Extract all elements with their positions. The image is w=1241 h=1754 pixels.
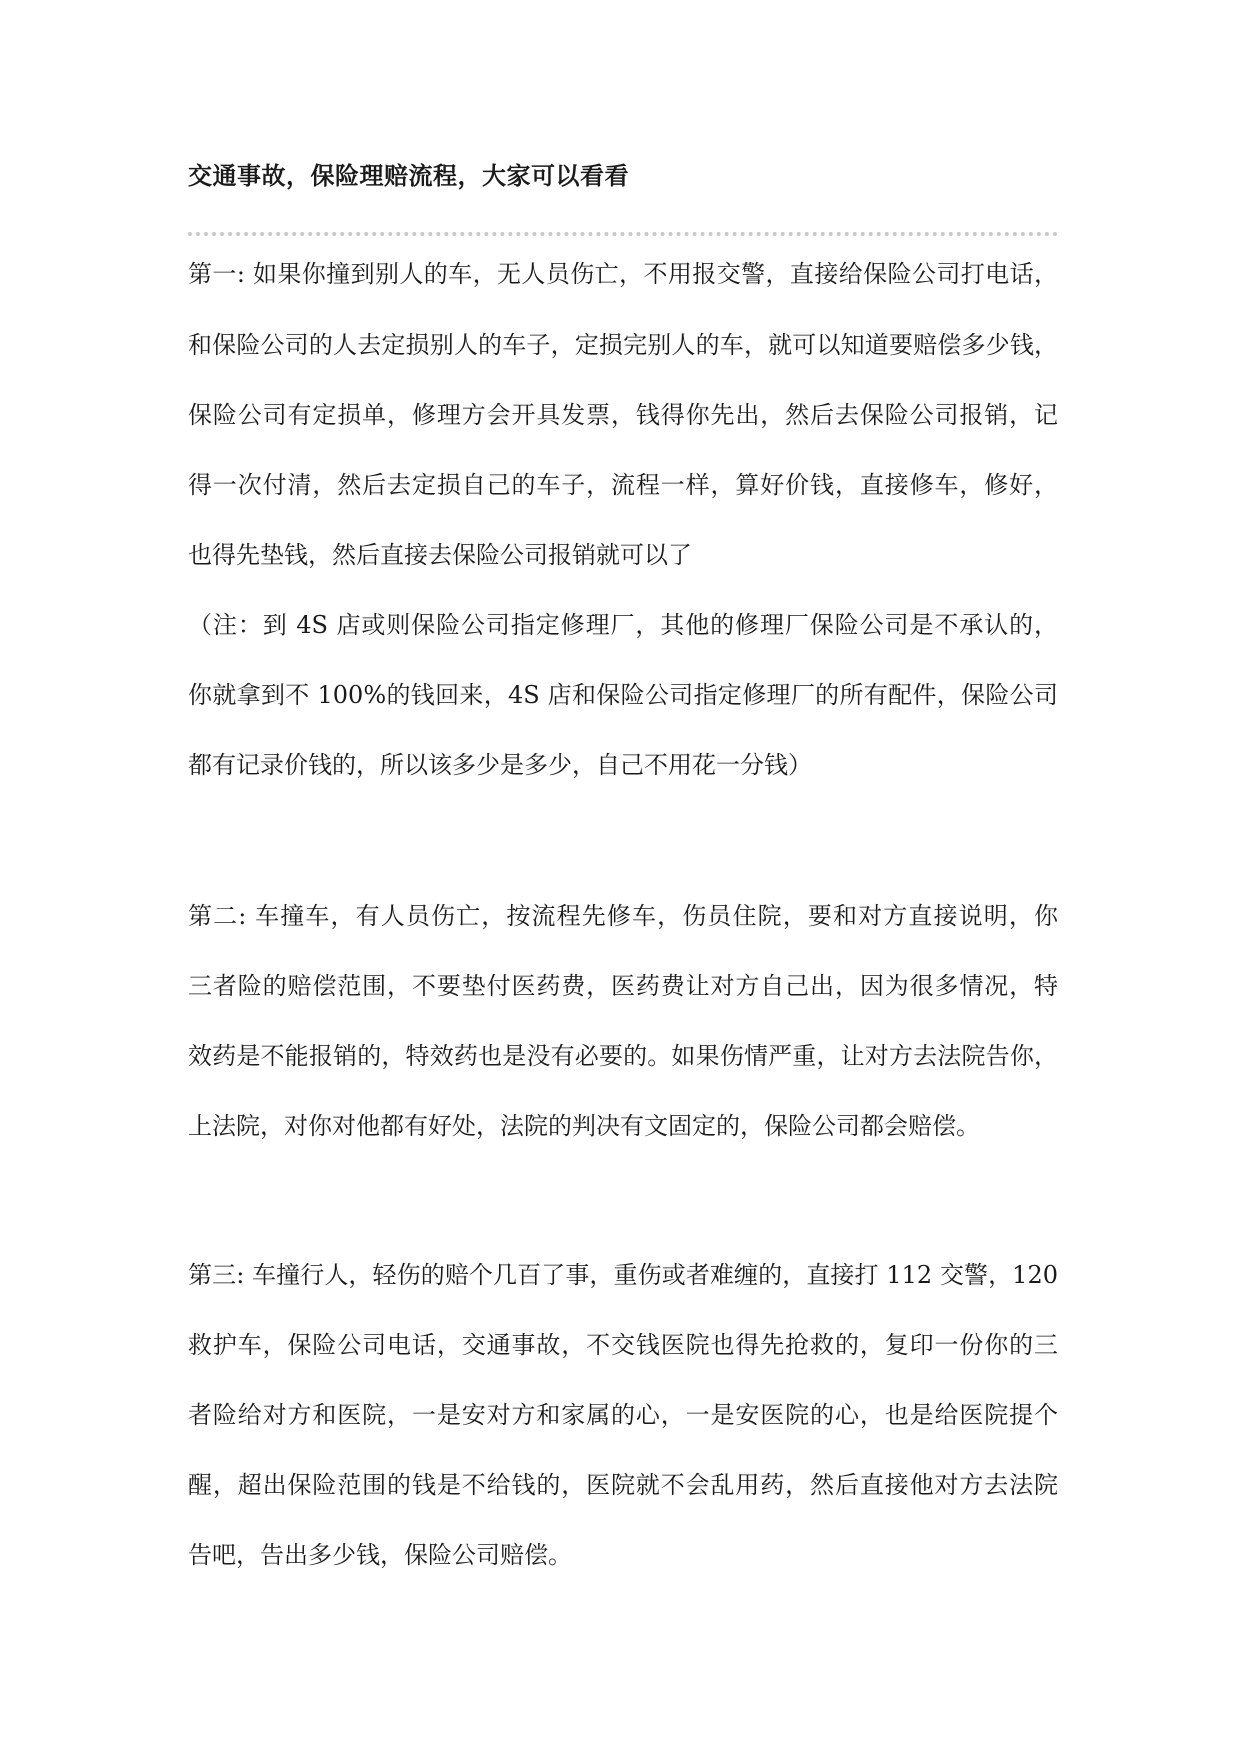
dotted-divider: [188, 232, 1058, 236]
note-line-1: （注：到 4S 店或则保险公司指定修理厂，其他的修理厂保险公司是不承认的，: [188, 611, 1058, 639]
section-1-line-3: 保险公司有定损单，修理方会开具发票，钱得你先出，然后去保险公司报销，记: [188, 401, 1058, 429]
section-3-line-4: 醒，超出保险范围的钱是不给钱的，医院就不会乱用药，然后直接他对方去法院: [188, 1471, 1058, 1499]
section-1-line-2: 和保险公司的人去定损别人的车子，定损完别人的车，就可以知道要赔偿多少钱，: [188, 331, 1058, 359]
note-line-3: 都有记录价钱的，所以该多少是多少，自己不用花一分钱）: [188, 751, 812, 779]
section-3-line-5: 告吧，告出多少钱，保险公司赔偿。: [188, 1541, 572, 1569]
section-2-line-3: 效药是不能报销的，特效药也是没有必要的。如果伤情严重，让对方去法院告你，: [188, 1042, 1058, 1070]
section-1-line-4: 得一次付清，然后去定损自己的车子，流程一样，算好价钱，直接修车，修好，: [188, 471, 1058, 499]
section-2-line-1: 第二: 车撞车，有人员伤亡，按流程先修车，伤员住院，要和对方直接说明，你: [188, 902, 1058, 930]
section-3-line-2: 救护车，保险公司电话，交通事故，不交钱医院也得先抢救的，复印一份你的三: [188, 1331, 1058, 1359]
document-title: 交通事故，保险理赔流程，大家可以看看: [188, 162, 629, 190]
section-1-line-5: 也得先垫钱，然后直接去保险公司报销就可以了: [188, 541, 692, 569]
section-2-line-4: 上法院，对你对他都有好处，法院的判决有文固定的，保险公司都会赔偿。: [188, 1112, 980, 1140]
section-3-line-3: 者险给对方和医院，一是安对方和家属的心，一是安医院的心，也是给医院提个: [188, 1401, 1058, 1429]
section-1-line-1: 第一: 如果你撞到别人的车，无人员伤亡，不用报交警，直接给保险公司打电话，: [188, 260, 1058, 288]
note-line-2: 你就拿到不 100%的钱回来，4S 店和保险公司指定修理厂的所有配件，保险公司: [188, 681, 1058, 709]
section-3-line-1: 第三: 车撞行人，轻伤的赔个几百了事，重伤或者难缠的，直接打 112 交警，120: [188, 1261, 1058, 1289]
section-2-line-2: 三者险的赔偿范围，不要垫付医药费，医药费让对方自己出，因为很多情况，特: [188, 972, 1058, 1000]
